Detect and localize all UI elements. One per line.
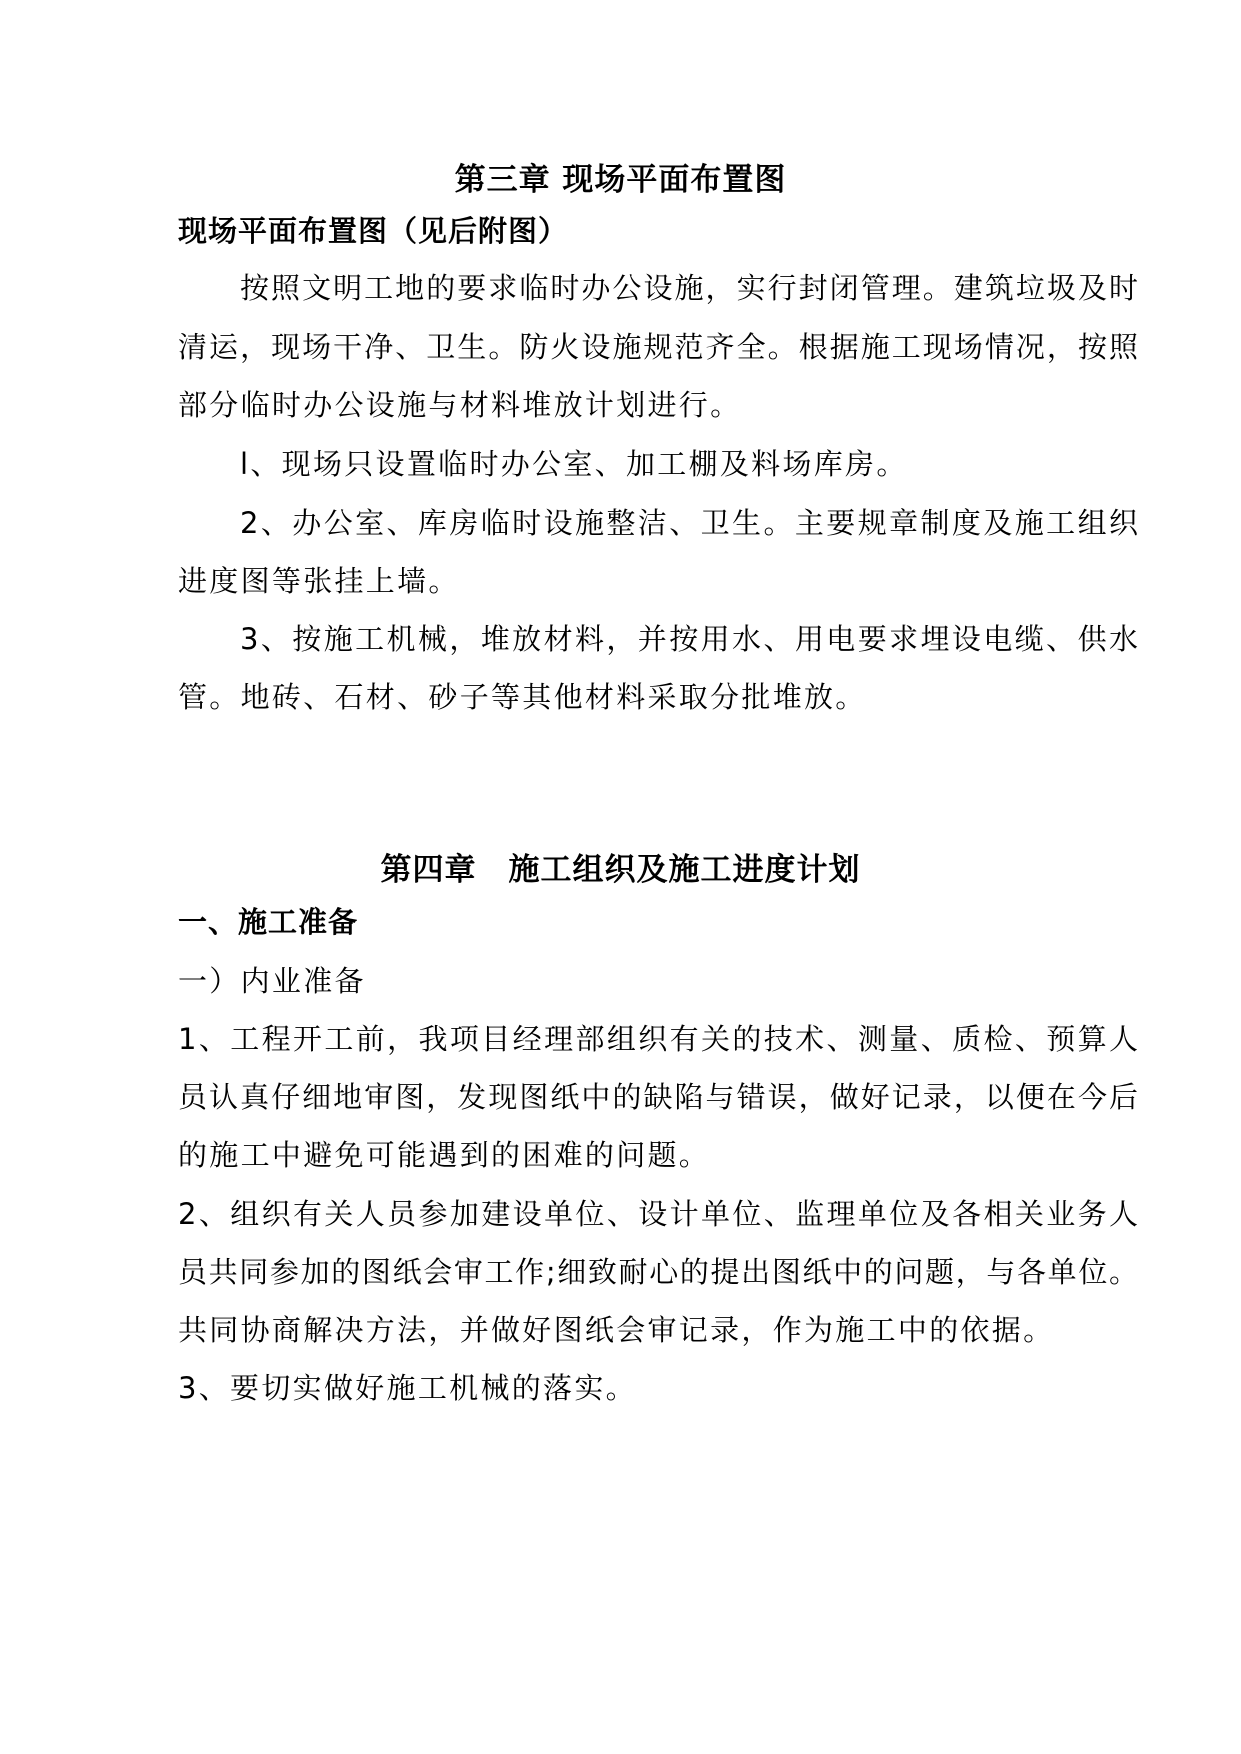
chapter-3-item-3-line: 3、按施工机械，堆放材料，并按用水、用电要求埋设电缆、供水 bbox=[240, 622, 1138, 656]
chapter-3-subtitle: 现场平面布置图（见后附图） bbox=[178, 214, 569, 248]
subsection-heading: 一）内业准备 bbox=[178, 964, 366, 998]
chapter-3-title: 第三章 现场平面布置图 bbox=[454, 162, 787, 198]
chapter-3-item-1: l、现场只设置临时办公室、加工棚及料场库房。 bbox=[240, 447, 908, 481]
chapter-3-paragraph-line: 按照文明工地的要求临时办公设施，实行封闭管理。建筑垃圾及时 bbox=[240, 271, 1138, 305]
chapter-3-paragraph-line: 部分临时办公设施与材料堆放计划进行。 bbox=[178, 388, 742, 422]
chapter-4-item-1-line: 的施工中避免可能遇到的困难的问题。 bbox=[178, 1138, 711, 1172]
chapter-4-item-2-line: 2、组织有关人员参加建设单位、设计单位、监理单位及各相关业务人 bbox=[178, 1197, 1138, 1231]
section-heading: 一、施工准备 bbox=[178, 905, 359, 939]
chapter-4-title: 第四章 施工组织及施工进度计划 bbox=[380, 852, 861, 888]
chapter-3-paragraph-line: 清运，现场干净、卫生。防火设施规范齐全。根据施工现场情况，按照 bbox=[178, 330, 1138, 364]
chapter-3-item-2-line: 2、办公室、库房临时设施整洁、卫生。主要规章制度及施工组织 bbox=[240, 506, 1138, 540]
chapter-4-item-2-line: 员共同参加的图纸会审工作;细致耐心的提出图纸中的问题，与各单位。 bbox=[178, 1255, 1138, 1289]
chapter-4-item-3: 3、要切实做好施工机械的落实。 bbox=[178, 1371, 637, 1405]
chapter-4-item-1-line: 员认真仔细地审图，发现图纸中的缺陷与错误，做好记录，以便在今后 bbox=[178, 1080, 1138, 1114]
chapter-4-item-1-line: 1、工程开工前，我项目经理部组织有关的技术、测量、质检、预算人 bbox=[178, 1022, 1138, 1056]
chapter-3-item-2-line: 进度图等张挂上墙。 bbox=[178, 564, 460, 598]
chapter-3-item-3-line: 管。地砖、石材、砂子等其他材料采取分批堆放。 bbox=[178, 680, 867, 714]
chapter-4-item-2-line: 共同协商解决方法，并做好图纸会审记录，作为施工中的依据。 bbox=[178, 1313, 1055, 1347]
